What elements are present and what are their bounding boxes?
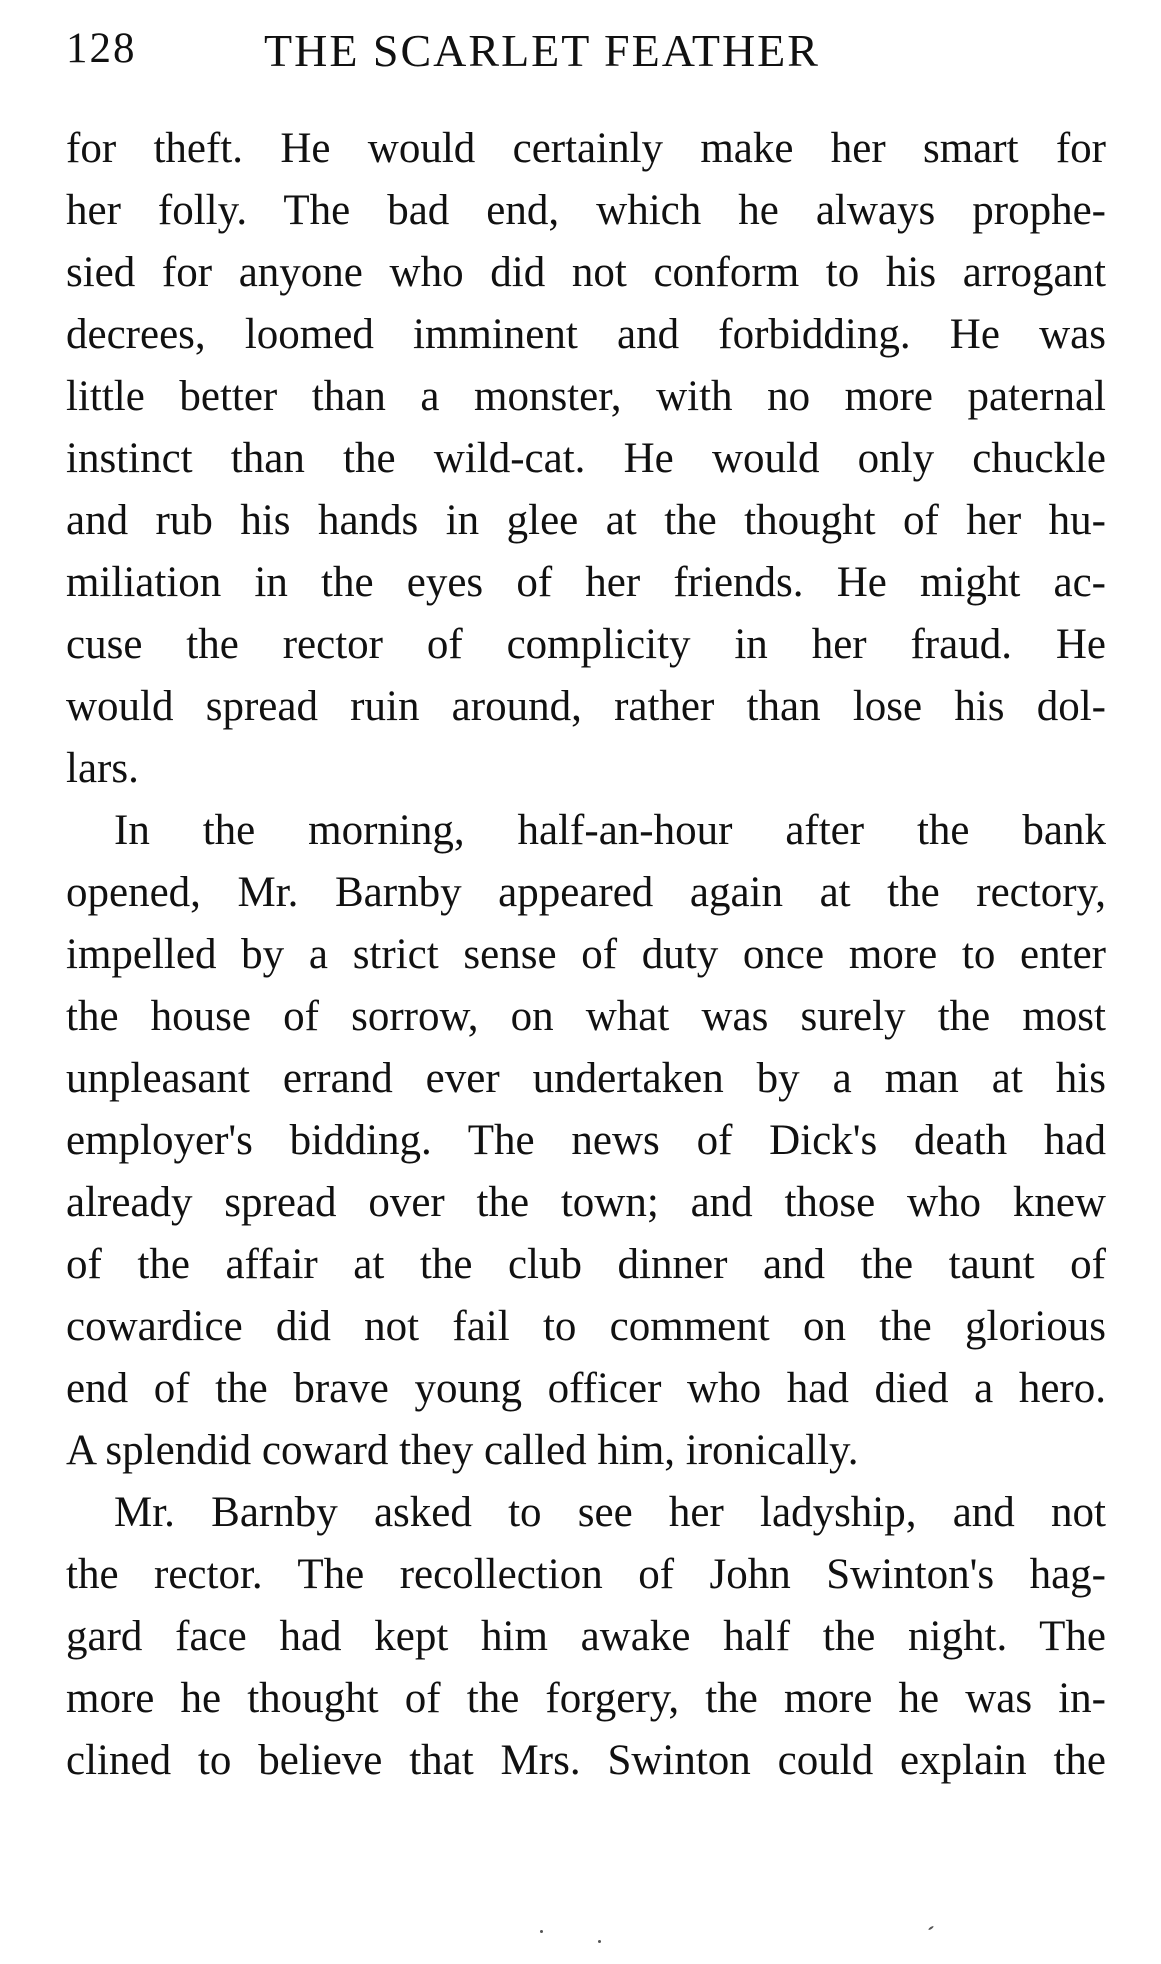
text-line: little better than a monster, with no more paternal	[66, 373, 1106, 420]
text-line: gard face had kept him awake half the night. The	[66, 1613, 1106, 1660]
text-line: cuse the rector of complicity in her fraud. He	[66, 621, 1106, 668]
text-line: of the affair at the club dinner and the taunt of	[66, 1241, 1106, 1288]
paper-speck	[540, 1930, 543, 1933]
text-line: the house of sorrow, on what was surely the most	[66, 993, 1106, 1040]
page-header	[66, 24, 1106, 84]
text-line: impelled by a strict sense of duty once more to enter	[66, 931, 1106, 978]
text-line: the rector. The recollection of John Swinton's hag-	[66, 1551, 1106, 1598]
running-head: THE SCARLET FEATHER	[264, 25, 820, 76]
paragraph-start-line: In the morning, half-an-hour after the bank	[114, 807, 1106, 854]
text-line: miliation in the eyes of her friends. He might ac-	[66, 559, 1106, 606]
text-line: already spread over the town; and those who knew	[66, 1179, 1106, 1226]
paragraph-end-line: lars.	[66, 745, 139, 792]
text-line: more he thought of the forgery, the more he was in-	[66, 1675, 1106, 1722]
paragraph-end-line: A splendid coward they called him, ironically.	[66, 1427, 859, 1474]
page-number: 128	[66, 25, 137, 72]
text-line: instinct than the wild-cat. He would only chuckle	[66, 435, 1106, 482]
body-text	[66, 118, 1106, 1792]
text-line: would spread ruin around, rather than lose his dol-	[66, 683, 1106, 730]
text-line: sied for anyone who did not conform to his arrogant	[66, 249, 1106, 296]
text-line: opened, Mr. Barnby appeared again at the rectory,	[66, 869, 1106, 916]
text-line: for theft. He would certainly make her smart for	[66, 125, 1106, 172]
text-line: clined to believe that Mrs. Swinton could explain the	[66, 1737, 1106, 1784]
paper-speck	[928, 1925, 934, 1930]
text-line: end of the brave young officer who had died a hero.	[66, 1365, 1106, 1412]
text-line: decrees, loomed imminent and forbidding. He was	[66, 311, 1106, 358]
text-line: her folly. The bad end, which he always prophe-	[66, 187, 1106, 234]
paper-speck	[598, 1940, 601, 1943]
paragraph-start-line: Mr. Barnby asked to see her ladyship, and not	[114, 1489, 1106, 1536]
text-line: cowardice did not fail to comment on the glorious	[66, 1303, 1106, 1350]
text-line: and rub his hands in glee at the thought of her hu-	[66, 497, 1106, 544]
text-line: employer's bidding. The news of Dick's death had	[66, 1117, 1106, 1164]
text-line: unpleasant errand ever undertaken by a man at his	[66, 1055, 1106, 1102]
